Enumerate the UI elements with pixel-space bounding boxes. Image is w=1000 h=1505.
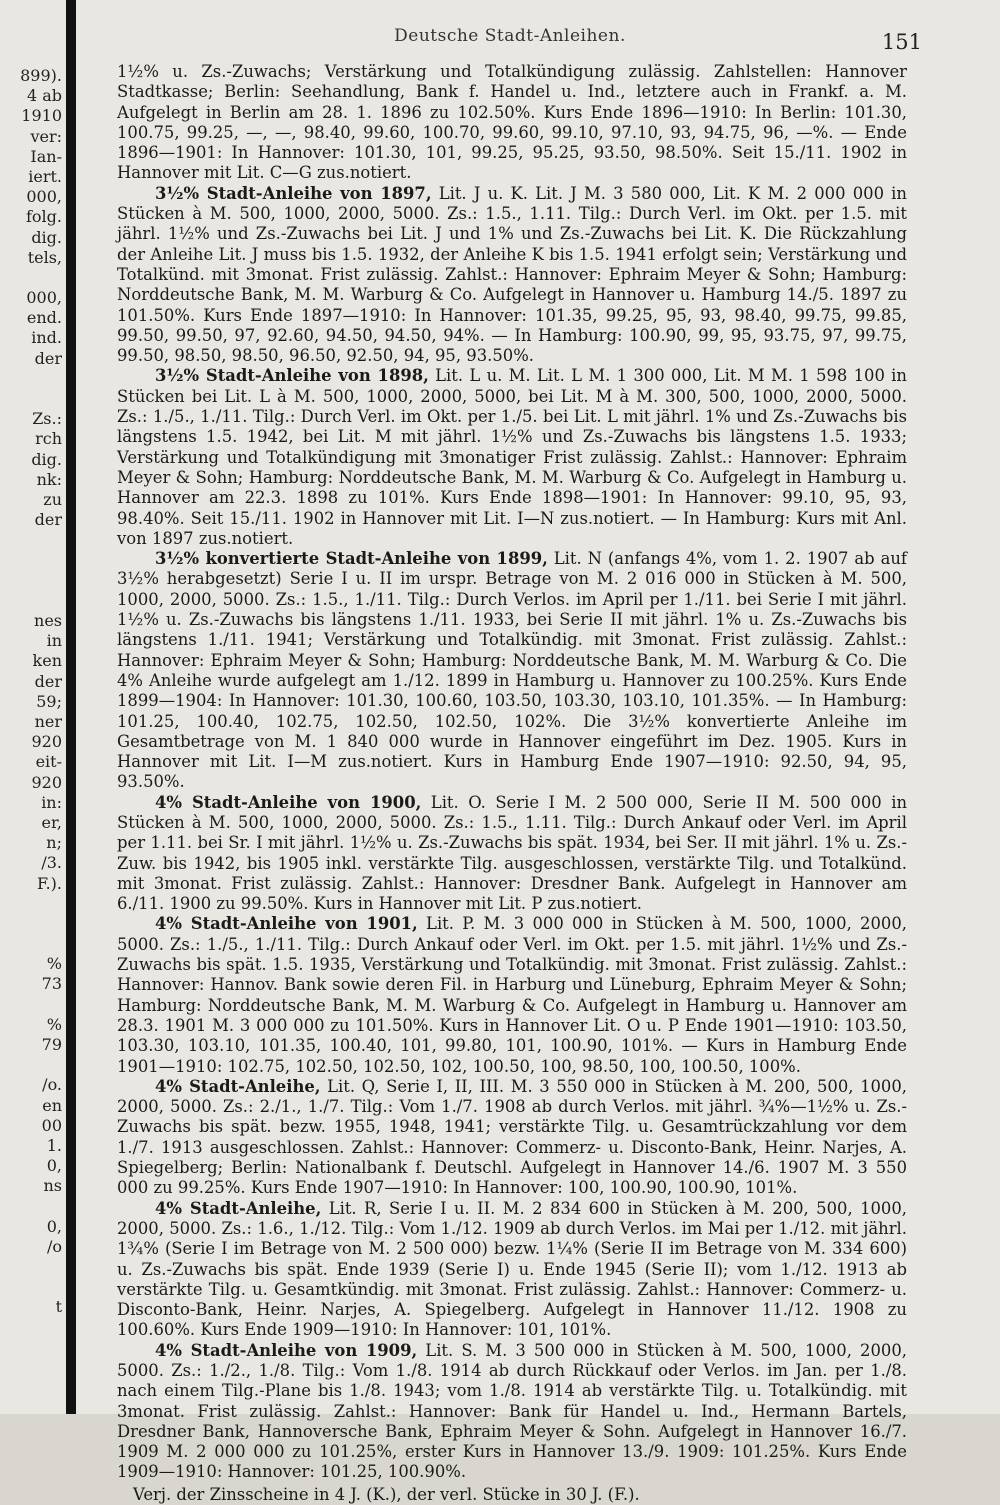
margin-fragment: 79 xyxy=(41,1035,62,1054)
page-body xyxy=(117,62,907,1505)
paragraph-anleihe-1898 xyxy=(117,366,907,549)
margin-fragment: 920 xyxy=(31,772,62,792)
margin-fragment: /o xyxy=(46,1236,62,1256)
margin-fragment: 899). xyxy=(20,66,62,85)
footer-note: Verj. der Zinsscheine in 4 J. (K.), der verl. Stücke in 30 J. (F.). xyxy=(133,1484,640,1504)
paragraph-heading: 4% Stadt-Anleihe, xyxy=(155,1076,321,1096)
margin-fragment: rch xyxy=(35,429,62,449)
margin-fragment: Ian- xyxy=(30,146,62,166)
page-header: Deutsche Stadt-Anleihen. xyxy=(394,26,626,46)
paragraph-anleihe-1909 xyxy=(117,1341,907,1483)
margin-fragment: n; xyxy=(46,833,62,853)
paragraph-heading: 3½% Stadt-Anleihe von 1898, xyxy=(155,366,429,386)
margin-fragment: der xyxy=(34,510,62,530)
margin-fragment: der xyxy=(34,348,62,368)
paragraph-text: Lit. Q, Serie I, II, III. M. 3 550 000 in Stücken à M. 200, 500, 1000, 2000, 5000. Zs.: 2./1., 1./7. Tilg.: Vom 1./7. 1908 ab durch Verlos. mit jährl. ¾%—1½% u. Zs.-Zuwachs bis spät. bezw. 1955, 1948, 1941; verstärkte Tilg. u. Gesamtrückzahlung vor dem 1./7. 1913 ausgeschlossen. Zahlst.: Hannover: Commerz- u. Disconto-Bank, Heinr. Narjes, A. Spiegelberg; Berlin: Nationalbank f. Deutschl. Aufgelegt in Hannover 14./6. 1907 M. 3 550 000 zu 99.25%. Kurs Ende 1907—1910: In Hannover: 100, 100.90, 100.90, 101%. xyxy=(117,1076,907,1198)
margin-fragment: /o. xyxy=(42,1075,62,1095)
paragraph-anleihe-1900 xyxy=(117,793,907,915)
margin-fragment xyxy=(0,268,62,288)
paragraph-text: Lit. R, Serie I u. II. M. 2 834 600 in Stücken à M. 200, 500, 1000, 2000, 5000. Zs.: 1.6., 1./12. Tilg.: Vom 1./12. 1909 ab durch Verlos. im Mai per 1./12. mit jährl. 1¾% (Serie I im Betrage von M. 2 500 000) bezw. 1¼% (Serie II im Betrage von M. 334 600) u. Zs.-Zuwachs bis spät. Ende 1939 (Serie I) u. Ende 1945 (Serie II); vom 1./12. 1913 ab verstärkte Tilg. u. Gesamtkündig. mit 3monat. Frist zulässig. Zahlst.: Hannover: Commerz- u. Disconto-Bank, Heinr. Narjes, A. Spiegelberg. Aufgelegt in Hannover 11./12. 1908 zu 100.60%. Kurs Ende 1909—1910: In Hannover: 101, 101%. xyxy=(117,1198,907,1340)
margin-fragment: % xyxy=(46,1014,62,1034)
margin-fragment xyxy=(0,389,62,409)
margin-fragment: Zs.: xyxy=(32,409,62,429)
previous-page-margin-text xyxy=(0,66,62,1318)
paragraph-heading: 4% Stadt-Anleihe, xyxy=(155,1198,322,1218)
binding-gutter xyxy=(66,0,76,1414)
paragraph-text: 1½% u. Zs.-Zuwachs; Verstärkung und Totalkündigung zulässig. Zahlstellen: Hannover Stadtkasse; Berlin: Seehandlung, Bank f. Handel u. Ind., letztere auch in Frankf. a. M. Aufgelegt in Berlin am 28. 1. 1896 zu 102.50%. Kurs Ende 1896—1910: In Berlin: 101.30, 100.75, 99.25, —, —, 98.40, 99.60, 100.70, 99.60, 99.10, 97.10, 93, 94.75, 96, —%. — Ende 1896—1901: In Hannover: 101.30, 101, 99.25, 95.25, 93.50, 98.50%. Seit 15./11. 1902 in Hannover mit Lit. C—G zus.notiert. xyxy=(117,62,907,183)
margin-fragment: in xyxy=(46,631,62,651)
margin-fragment: 73 xyxy=(41,974,62,994)
margin-fragment: % xyxy=(46,954,62,974)
paragraph-text: Lit. S. M. 3 500 000 in Stücken à M. 500, 1000, 2000, 5000. Zs.: 1./2., 1./8. Tilg.: Vom 1./8. 1914 ab durch Rückkauf oder Verlos. im Jan. per 1./8. nach einem Tilg.-Plane bis 1./8. 1943; vom 1./8. 1914 ab verstärkte Tilg. u. Totalkündig. mit 3monat. Frist zulässig. Zahlst.: Hannover: Bank für Handel u. Ind., Hermann Bartels, Dresdner Bank, Hannoversche Bank, Ephraim Meyer & Sohn. Aufgelegt in Hannover 16./7. 1909 M. 2 000 000 zu 101.25%, erster Kurs in Hannover 13./9. 1909: 101.25%. Kurs Ende 1909—1910: Hannover: 101.25, 100.90%. xyxy=(117,1340,907,1482)
paragraph-heading: 4% Stadt-Anleihe von 1900, xyxy=(155,792,422,812)
margin-fragment xyxy=(0,934,62,954)
margin-fragment: nk: xyxy=(36,469,62,489)
margin-fragment: dig. xyxy=(31,227,62,247)
margin-fragment: 920 xyxy=(31,732,62,752)
paragraph-heading: 4% Stadt-Anleihe von 1901, xyxy=(155,914,418,934)
margin-fragment: ver: xyxy=(30,126,62,146)
margin-fragment: eit- xyxy=(35,752,62,772)
margin-fragment: ner xyxy=(34,712,62,731)
margin-fragment: tels, xyxy=(27,247,62,267)
margin-fragment: 1910 xyxy=(21,106,62,126)
margin-fragment: ns xyxy=(43,1176,62,1196)
paragraph-heading: 3½% Stadt-Anleihe von 1897, xyxy=(155,183,432,203)
paragraph-text: Lit. L u. M. Lit. L M. 1 300 000, Lit. M M. 1 598 100 in Stücken bei Lit. L à M. 500, 1000, 2000, 5000, bei Lit. M à M. 300, 500, 1000, 2000, 5000. Zs.: 1./5., 1./11. Tilg.: Durch Verl. im Okt. per 1./5. bei Lit. L mit jährl. 1% und Zs.-Zuwachs bis längstens 1.5. 1942, bei Lit. M mit jährl. 1½% und Zs.-Zuwachs bis längstens 1.5. 1933; Verstärkung und Totalkündigung mit 3monatiger Frist zulässig. Zahlst.: Hannover: Ephraim Meyer & Sohn; Hamburg: Norddeutsche Bank, M. M. Warburg & Co. Aufgelegt in Hamburg u. Hannover am 22.3. 1898 zu 101%. Kurs Ende 1898—1901: In Hannover: 99.10, 95, 93, 98.40%. Seit 15./11. 1902 in Hannover mit Lit. I—N zus.notiert. — In Hamburg: Kurs mit Anl. von 1897 zus.notiert. xyxy=(117,366,907,548)
margin-fragment xyxy=(0,591,62,611)
paragraph-anleihe-lit-r xyxy=(117,1199,907,1341)
margin-fragment: end. xyxy=(26,308,62,328)
margin-fragment: zu xyxy=(43,489,62,509)
margin-fragment xyxy=(0,1277,62,1297)
paragraph-text: Lit. N (anfangs 4%, vom 1. 2. 1907 ab auf 3½% herabgesetzt) Serie I u. II im urspr. Betrage von M. 2 016 000 in Stücken à M. 500, 1000, 2000, 5000. Zs.: 1.5., 1./11. Tilg.: Durch Verlos. im April per 1./11. bei Serie I mit jährl. 1½% u. Zs.-Zuwachs bis längstens 1./11. 1933, bei Serie II mit jährl. 1% u. Zs.-Zuwachs bis längstens 1./11. 1941; Verstärkung und Totalkündig. mit 3monat. Frist zulässig. Zahlst.: Hannover: Ephraim Meyer & Sohn; Hamburg: Norddeutsche Bank, M. M. Warburg & Co. Die 4% Anleihe wurde aufgelegt am 1./12. 1899 in Hamburg u. Hannover zu 100.25%. Kurs Ende 1899—1904: In Hannover: 101.30, 100.60, 103.50, 103.30, 103.10, 101.35%. — In Hamburg: 101.25, 100.40, 102.75, 102.50, 102.50, 102%. Die 3½% konvertierte Anleihe im Gesamtbetrage von M. 1 840 000 wurde in Hannover eingeführt im Dez. 1905. Kurs in Hannover mit Lit. I—M zus.notiert. Kurs in Hamburg Ende 1907—1910: 92.50, 94, 95, 93.50%. xyxy=(117,549,907,792)
margin-fragment: 000, xyxy=(26,187,62,207)
paragraph-text: Lit. O. Serie I M. 2 500 000, Serie II M. 500 000 in Stücken à M. 500, 1000, 2000, 5000. Zs.: 1.5., 1.11. Tilg.: Durch Ankauf oder Verl. im April per 1.11. bei Sr. I mit jährl. 1½% u. Zs.-Zuwachs bis spät. 1934, bei Ser. II mit jährl. 1% u. Zs.-Zuw. bis 1942, bis 1905 inkl. verstärkte Tilg. ausgeschlossen, verstärkte Tilg. und Totalkünd. mit 3monat. Frist zulässig. Zahlst.: Hannover: Dresdner Bank. Aufgelegt in Hannover am 6./11. 1900 zu 99.50%. Kurs in Hannover mit Lit. P zus.notiert. xyxy=(117,792,907,914)
paragraph-anleihe-1899 xyxy=(117,549,907,793)
margin-fragment: 0, xyxy=(46,1216,62,1236)
margin-fragment xyxy=(0,894,62,914)
margin-fragment: /3. xyxy=(41,853,62,873)
margin-fragment xyxy=(0,1055,62,1075)
margin-fragment: dig. xyxy=(31,449,62,469)
margin-fragment: ken xyxy=(32,651,62,671)
margin-fragment xyxy=(0,369,62,389)
margin-fragment: ind. xyxy=(31,328,62,348)
margin-fragment xyxy=(0,551,62,571)
margin-fragment: 59; xyxy=(36,691,62,711)
paragraph-heading: 4% Stadt-Anleihe von 1909, xyxy=(155,1340,418,1360)
paragraph-anleihe-1901 xyxy=(117,914,907,1076)
margin-fragment: folg. xyxy=(26,207,62,227)
margin-fragment xyxy=(0,571,62,591)
margin-fragment xyxy=(0,1257,62,1277)
margin-fragment: 4 ab xyxy=(26,86,62,106)
margin-fragment xyxy=(0,914,62,934)
margin-fragment xyxy=(0,1197,62,1217)
margin-fragment xyxy=(0,530,62,550)
paragraph-anleihe-1897 xyxy=(117,184,907,367)
margin-fragment: er, xyxy=(41,812,62,832)
margin-fragment: nes xyxy=(34,611,62,631)
margin-fragment: 000, xyxy=(26,288,62,308)
paragraph-anleihe-lit-q xyxy=(117,1077,907,1199)
page-number: 151 xyxy=(881,30,922,54)
margin-fragment: 0, xyxy=(46,1156,62,1176)
margin-fragment: 1. xyxy=(46,1135,62,1155)
paragraph-heading: 3½% konvertierte Stadt-Anleihe von 1899, xyxy=(155,549,548,569)
margin-fragment: en xyxy=(42,1095,62,1115)
margin-fragment: iert. xyxy=(28,166,62,186)
paragraph-text: Lit. P. M. 3 000 000 in Stücken à M. 500, 1000, 2000, 5000. Zs.: 1./5., 1./11. Tilg.: Durch Ankauf oder Verl. im Okt. per 1.5. mit jährl. 1½% und Zs.-Zuwachs bis spät. 1.5. 1935, Verstärkung und Totalkündig. mit 3monat. Frist zulässig. Zahlst.: Hannover: Hannov. Bank sowie deren Fil. in Harburg und Lüneburg, Ephraim Meyer & Sohn; Hamburg: Norddeutsche Bank, M. M. Warburg & Co. Aufgelegt in Hamburg u. Hannover am 28.3. 1901 M. 3 000 000 zu 101.50%. Kurs in Hannover Lit. O u. P Ende 1901—1910: 103.50, 103.30, 103.10, 101.35, 100.40, 101, 99.80, 101, 100.90, 101%. — Kurs in Hamburg Ende 1901—1910: 102.75, 102.50, 102.50, 102, 100.50, 100, 98.50, 100, 100.50, 100%. xyxy=(117,914,907,1076)
paragraph-intro xyxy=(117,62,907,184)
margin-fragment: 00 xyxy=(41,1115,62,1135)
margin-fragment: der xyxy=(34,671,62,691)
paragraph-text: Lit. J u. K. Lit. J M. 3 580 000, Lit. K M. 2 000 000 in Stücken à M. 500, 1000, 2000, 5000. Zs.: 1.5., 1.11. Tilg.: Durch Verl. im Okt. per 1.5. mit jährl. 1½% und Zs.-Zuwachs bei Lit. J und 1% und Zs.-Zuwachs bei Lit. K. Die Rückzahlung der Anleihe Lit. J muss bis 1.5. 1932, der Anleihe K bis 1.5. 1941 erfolgt sein; Verstärkung und Totalkünd. mit 3monat. Frist zulässig. Zahlst.: Hannover: Ephraim Meyer & Sohn; Hamburg: Norddeutsche Bank, M. M. Warburg & Co. Aufgelegt in Hannover u. Hamburg 14./5. 1897 zu 101.50%. Kurs Ende 1897—1910: In Hannover: 101.35, 99.25, 95, 93, 98.40, 99.75, 99.85, 99.50, 99.50, 97, 92.60, 94.50, 94.50, 94%. — In Hamburg: 100.90, 99, 95, 93.75, 97, 99.75, 99.50, 98.50, 98.50, 96.50, 92.50, 94, 95, 93.50%. xyxy=(117,183,907,366)
margin-fragment: t xyxy=(55,1297,62,1317)
margin-fragment: in: xyxy=(41,792,62,812)
margin-fragment xyxy=(0,995,62,1015)
margin-fragment: F.). xyxy=(36,873,62,893)
